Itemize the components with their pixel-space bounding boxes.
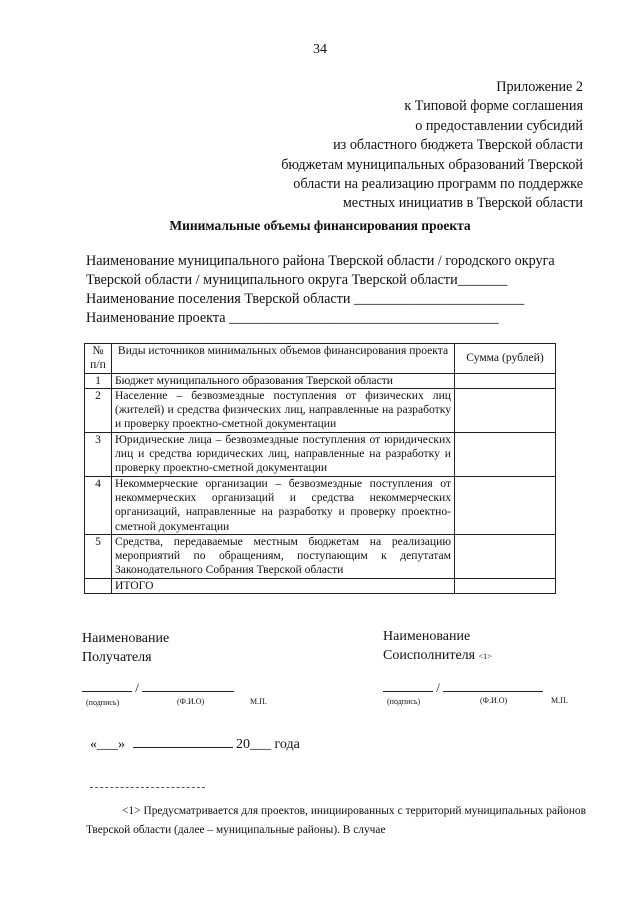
footnote-separator: [90, 787, 205, 788]
appendix-line: к Типовой форме соглашения: [404, 98, 583, 115]
row-sum[interactable]: [455, 373, 556, 388]
row-num: 3: [85, 432, 112, 476]
coexecutor-label-2: Соисполнителя: [383, 648, 476, 663]
appendix-line: области на реализацию программ по поддержке: [293, 176, 583, 193]
row-type: Бюджет муниципального образования Тверской области: [112, 373, 455, 388]
row-num: 2: [85, 388, 112, 432]
row-num: 4: [85, 476, 112, 534]
appendix-line: бюджетам муниципальных образований Тверской: [281, 156, 583, 173]
appendix-line: из областного бюджета Тверской области: [333, 137, 583, 154]
recipient-sign-caption: (подпись): [86, 698, 120, 707]
row-type: ИТОГО: [112, 578, 455, 593]
header-sum: Сумма (рублей): [455, 344, 556, 374]
coexecutor-fio-caption: (Ф.И.О): [480, 696, 508, 705]
coexecutor-sign-caption: (подпись): [387, 697, 421, 706]
row-sum[interactable]: [455, 388, 556, 432]
row-type: Некоммерческие организации – безвозмездные поступления от некоммерческих организаций и средства некоммерческих организаций, направленные на разработку и проверку проектно-сметной документации: [112, 476, 455, 534]
table-row: [85, 476, 556, 534]
recipient-block: [82, 629, 169, 667]
appendix-line: о предоставлении субсидий: [415, 117, 583, 134]
table-row: [85, 432, 556, 476]
footnote-ref: <1>: [478, 652, 492, 661]
info-line: Наименование муниципального района Тверской области / городского округа: [86, 253, 555, 269]
footnote-text: <1> Предусматривается для проектов, инициированных с территорий муниципальных районов Тверской области (далее – муниципальные районы). В случае: [86, 805, 586, 836]
coexecutor-label-1: Наименование: [383, 629, 471, 644]
recipient-fio-caption: (Ф.И.О): [177, 697, 205, 706]
row-num: 1: [85, 373, 112, 388]
row-sum[interactable]: [455, 476, 556, 534]
info-line: Тверской области / муниципального округа Тверской области_______: [86, 272, 508, 288]
appendix-line: местных инициатив в Тверской области: [342, 195, 583, 212]
row-sum[interactable]: [455, 432, 556, 476]
appendix-line: Приложение 2: [496, 79, 583, 95]
table-row: [85, 388, 556, 432]
table-row-total: [85, 578, 556, 593]
header-type: Виды источников минимальных объемов финансирования проекта: [112, 344, 455, 374]
row-num: [85, 578, 112, 593]
row-sum[interactable]: [455, 534, 556, 578]
row-sum[interactable]: [455, 578, 556, 593]
table-header: [85, 344, 556, 374]
table-row: [85, 373, 556, 388]
info-line: Наименование проекта ______________________________________: [86, 310, 499, 326]
recipient-label-1: Наименование: [82, 631, 170, 646]
recipient-label-2: Получателя: [82, 650, 152, 665]
row-num: 5: [85, 534, 112, 578]
coexecutor-block: [383, 627, 492, 666]
header-num: № п/п: [85, 344, 112, 374]
document-title: Минимальные объемы финансирования проекта: [169, 218, 471, 233]
info-line: Наименование поселения Тверской области ________________________: [86, 291, 525, 307]
project-info: [86, 252, 596, 328]
row-type: Население – безвозмездные поступления от физических лиц (жителей) и средства физических лиц, направленные на разработку и проверку проектно-сметной документации: [112, 388, 455, 432]
row-type: Средства, передаваемые местным бюджетам на реализацию мероприятий по обращениям, поступающим к депутатам Законодательного Собрания Тверской области: [112, 534, 455, 578]
appendix-header: [281, 78, 583, 214]
date-line[interactable]: [90, 735, 300, 754]
coexecutor-mp: М.П.: [551, 696, 568, 705]
row-type: Юридические лица – безвозмездные поступления от юридических лиц и средства юридических лиц, направленные на разработку и проверку проектно-сметной документации: [112, 432, 455, 476]
recipient-signature-line[interactable]: /: [82, 680, 234, 696]
date-day: «___»: [90, 737, 125, 752]
date-year: 20___: [236, 737, 271, 752]
table-row: [85, 534, 556, 578]
date-suffix: года: [274, 737, 300, 752]
recipient-mp: М.П.: [250, 697, 267, 706]
page-number: 34: [313, 42, 327, 57]
financing-table: [84, 343, 556, 594]
coexecutor-signature-line[interactable]: /: [383, 680, 543, 696]
